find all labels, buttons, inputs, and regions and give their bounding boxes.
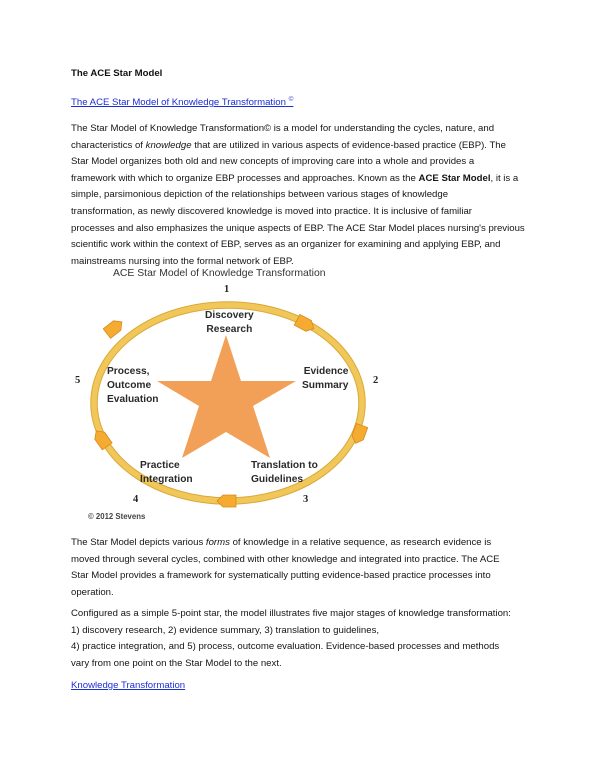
paragraph-line: Star Model provides a framework for systematically putting evidence-based practice processes into xyxy=(71,570,491,582)
paragraph-line: simple, parsimonious depiction of the relationships between various stages of knowledge xyxy=(71,189,449,201)
stages-paragraph xyxy=(71,606,546,672)
paragraph-line: The Star Model of Knowledge Transformation© is a model for understanding the cycles, nature, and xyxy=(71,123,495,134)
paragraph-line: operation. xyxy=(71,586,114,598)
italic-term: knowledge xyxy=(145,139,192,151)
figure-title: ACE Star Model of Knowledge Transformation xyxy=(113,268,326,279)
ace-star-model-link[interactable] xyxy=(71,96,293,108)
stage-label-translation-guidelines: Translation to Guidelines xyxy=(251,460,318,485)
paragraph-line: vary from one point on the Star Model to the next. xyxy=(71,657,282,669)
stage-number-4: 4 xyxy=(133,494,139,505)
paragraph-line: 4) practice integration, and 5) process, outcome evaluation. Evidence-based processes and methods xyxy=(71,641,500,653)
bold-term: ACE Star Model xyxy=(418,172,491,184)
paragraph-line: 1) discovery research, 2) evidence summary, 3) translation to guidelines, xyxy=(71,624,380,636)
arrow-bottom xyxy=(217,495,236,507)
paragraph-line: framework with which to organize EBP processes and approaches. Known as the ACE Star Model, it is a xyxy=(71,172,519,184)
paragraph-line: processes and also emphasizes the unique aspects of EBP. The ACE Star Model places nursing's previous xyxy=(71,222,525,234)
paragraph-line: Star Model organizes both old and new concepts of improving care into a whole and provides a xyxy=(71,156,475,168)
paragraph-line: The Star Model depicts various forms of knowledge in a relative sequence, as research evidence is xyxy=(71,537,492,548)
stage-number-2: 2 xyxy=(373,375,379,386)
stage-number-3: 3 xyxy=(303,494,309,505)
stage-label-discovery-research: Discovery Research xyxy=(205,310,254,335)
stage-label-practice-integration: Practice Integration xyxy=(140,460,193,485)
paragraph-line: scientific work within the context of EBP, serves as an organizer for examining and applying EBP, and xyxy=(71,239,501,251)
paragraph-line: characteristics of knowledge that are utilized in various aspects of evidence-based practice (EBP). The xyxy=(71,139,506,151)
paragraph-line: transformation, as newly discovered knowledge is moved into practice. It is inclusive of familiar xyxy=(71,205,472,217)
paragraph-line: moved through several cycles, combined with other knowledge and integrated into practice. The ACE xyxy=(71,553,500,565)
paragraph-line: mainstreams nursing into the formal network of EBP. xyxy=(71,255,294,267)
forms-paragraph xyxy=(71,535,546,601)
ace-star-model-link-text: The ACE Star Model of Knowledge Transformation xyxy=(71,97,286,108)
paragraph-line: Configured as a simple 5-point star, the model illustrates five major stages of knowledge transformation: xyxy=(71,608,511,619)
figure-copyright: © 2012 Stevens xyxy=(88,512,146,521)
stage-number-5: 5 xyxy=(75,375,81,386)
ace-star-model-figure xyxy=(60,262,400,530)
page-heading: The ACE Star Model xyxy=(71,68,163,79)
five-point-star xyxy=(157,335,296,458)
stage-label-evidence-summary: Evidence Summary xyxy=(302,366,349,391)
arrow-top-left xyxy=(103,317,125,338)
stage-number-1: 1 xyxy=(224,284,230,295)
intro-paragraph xyxy=(71,121,546,270)
italic-term: forms xyxy=(205,537,230,548)
knowledge-transformation-link[interactable]: Knowledge Transformation xyxy=(71,680,186,691)
stage-label-process-outcome-evaluation: Process, Outcome Evaluation xyxy=(107,366,159,405)
copyright-superscript: © xyxy=(288,96,294,103)
